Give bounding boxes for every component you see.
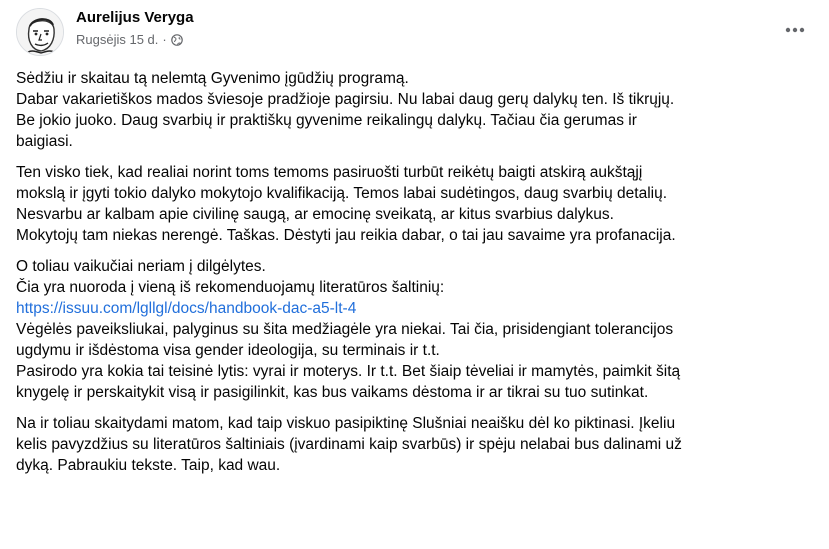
text-line: Sėdžiu ir skaitau tą nelemtą Gyvenimo įgūdžių programą. <box>16 70 409 87</box>
post-header <box>16 8 813 56</box>
paragraph-4 <box>16 413 816 476</box>
more-horizontal-icon <box>785 27 805 33</box>
author-name[interactable]: Aurelijus Veryga <box>76 9 194 26</box>
text-line: dyką. Pabraukiu tekste. Taip, kad wau. <box>16 457 281 474</box>
paragraph-1 <box>16 68 816 152</box>
more-options-button[interactable] <box>777 12 813 48</box>
text-line: O toliau vaikučiai neriam į dilgėlytes. <box>16 258 266 275</box>
post-date[interactable]: Rugsėjis 15 d. <box>76 32 159 47</box>
text-line: Čia yra nuoroda į vieną iš rekomenduojamų literatūros šaltinių: <box>16 279 445 296</box>
paragraph-2 <box>16 162 816 246</box>
post-body <box>16 68 816 486</box>
post-meta <box>76 32 194 48</box>
text-line: Mokytojų tam niekas nerengė. Taškas. Dėstyti jau reikia dabar, o tai jau savaime yra profanacija. <box>16 227 676 244</box>
handbook-link[interactable]: https://issuu.com/lgllgl/docs/handbook-dac-a5-lt-4 <box>16 300 357 317</box>
meta-separator: · <box>162 32 167 47</box>
text-line: Vėgėlės paveiksliukai, palyginus su šita medžiagėle yra niekai. Tai čia, prisidengiant tolerancijos <box>16 321 674 338</box>
text-line: Pasirodo yra kokia tai teisinė lytis: vyrai ir moterys. Ir t.t. Bet šiaip tėveliai ir mamytės, paimkit šitą <box>16 363 681 380</box>
paragraph-3 <box>16 256 816 403</box>
text-line: mokslą ir įgyti tokio dalyko mokytojo kvalifikaciją. Temos labai sudėtingos, daug svarbių detalių. <box>16 185 668 202</box>
author-block <box>76 8 194 48</box>
text-line: Nesvarbu ar kalbam apie civilinę saugą, ar emocinę sveikatą, ar kitus svarbius dalykus. <box>16 206 614 223</box>
text-line: ugdymu ir išdėstoma visa gender ideologija, su terminais ir t.t. <box>16 342 440 359</box>
text-line: kelis pavyzdžius su literatūros šaltiniais (įvardinami kaip svarbūs) ir spėju nelabai bus dalinami už <box>16 436 682 453</box>
author-avatar[interactable] <box>16 8 64 56</box>
text-line: Be jokio juoko. Daug svarbių ir praktiškų gyvenime reikalingų dalykų. Tačiau čia gerumas ir <box>16 112 637 129</box>
text-line: Na ir toliau skaitydami matom, kad taip viskuo pasipiktinę Slušniai neaišku dėl ko piktinasi. Įkeliu <box>16 415 676 432</box>
text-line: Ten visko tiek, kad realiai norint toms temoms pasiruošti turbūt reikėtų baigti atskirą aukštąjį <box>16 164 643 181</box>
globe-icon[interactable] <box>171 34 183 46</box>
text-line: baigiasi. <box>16 133 73 150</box>
text-line: Dabar vakarietiškos mados šviesoje pradžioje pagirsiu. Nu labai daug gerų dalykų ten. Iš tikrųjų. <box>16 91 675 108</box>
avatar-caricature <box>17 9 64 56</box>
text-line: knygelę ir perskaitykit visą ir pasigilinkit, kas bus vaikams dėstoma ir ar tikrai su tuo sutinkat. <box>16 384 649 401</box>
